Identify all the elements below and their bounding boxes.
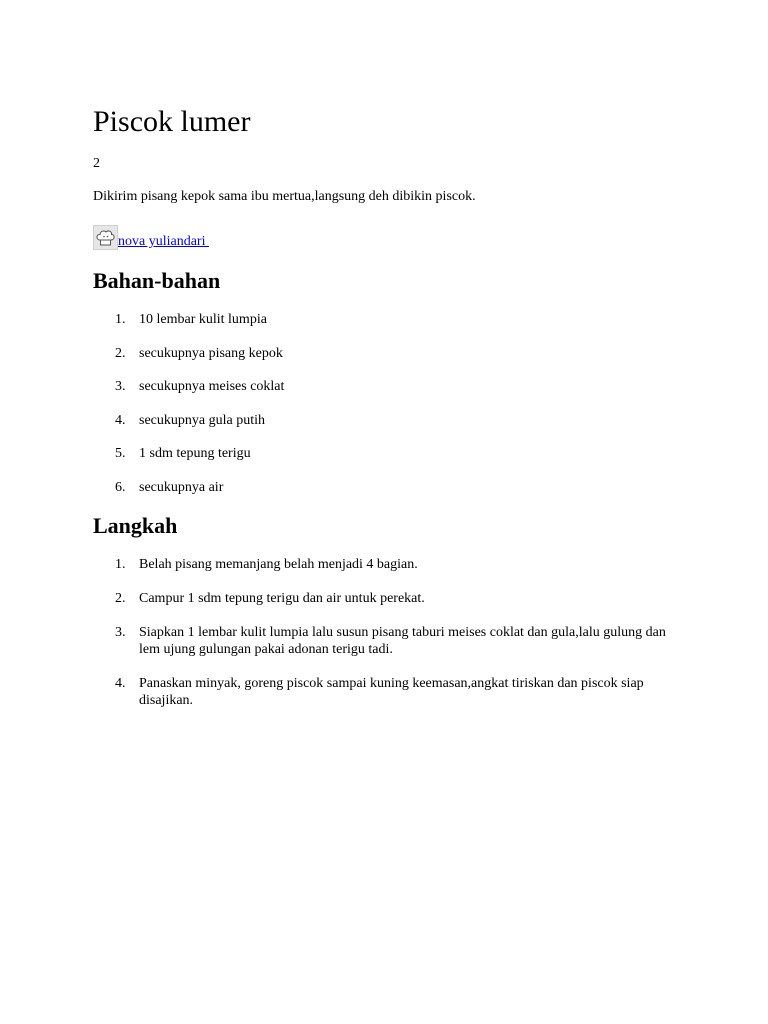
author-link[interactable]: nova yuliandari xyxy=(118,234,209,249)
ingredient-item xyxy=(93,445,683,462)
steps-heading: Langkah xyxy=(93,513,178,538)
step-item xyxy=(93,624,683,658)
step-number: 4. xyxy=(115,676,126,691)
ingredient-item xyxy=(93,412,683,429)
step-number: 2. xyxy=(115,591,126,606)
ingredient-text: secukupnya air xyxy=(139,479,224,495)
servings-count: 2 xyxy=(93,156,100,171)
ingredient-text: secukupnya pisang kepok xyxy=(139,345,283,361)
step-item xyxy=(93,675,683,709)
ingredient-text: secukupnya gula putih xyxy=(139,412,265,428)
step-text: Panaskan minyak, goreng piscok sampai kuning keemasan,angkat tiriskan dan piscok siap disajikan. xyxy=(139,676,644,708)
item-number: 3. xyxy=(115,379,126,395)
item-number: 4. xyxy=(115,412,126,428)
ingredient-item xyxy=(93,311,683,328)
item-number: 1. xyxy=(115,312,126,327)
ingredients-heading: Bahan-bahan xyxy=(93,268,221,293)
chef-hat-icon xyxy=(93,225,118,250)
item-number: 2. xyxy=(115,345,126,361)
ingredient-text: 1 sdm tepung terigu xyxy=(139,446,251,462)
recipe-title: Piscok lumer xyxy=(93,105,251,138)
step-text: Belah pisang memanjang belah menjadi 4 bagian. xyxy=(139,557,418,572)
step-text: Campur 1 sdm tepung terigu dan air untuk perekat. xyxy=(139,591,425,606)
ingredient-item xyxy=(93,479,683,496)
step-number: 1. xyxy=(115,557,126,572)
item-number: 5. xyxy=(115,446,126,462)
ingredient-item xyxy=(93,345,683,362)
step-number: 3. xyxy=(115,625,126,640)
item-number: 6. xyxy=(115,479,126,495)
recipe-description: Dikirim pisang kepok sama ibu mertua,langsung deh dibikin piscok. xyxy=(93,189,476,204)
ingredient-text: 10 lembar kulit lumpia xyxy=(139,312,267,327)
author-row xyxy=(93,222,209,250)
ingredient-item xyxy=(93,378,683,395)
step-text: Siapkan 1 lembar kulit lumpia lalu susun pisang taburi meises coklat dan gula,lalu gulung dan lem ujung gulungan pakai adonan terigu tadi. xyxy=(139,625,666,657)
step-item xyxy=(93,556,683,573)
steps-list xyxy=(93,556,683,726)
step-item xyxy=(93,590,683,607)
ingredient-text: secukupnya meises coklat xyxy=(139,379,285,395)
ingredients-list xyxy=(93,311,683,513)
